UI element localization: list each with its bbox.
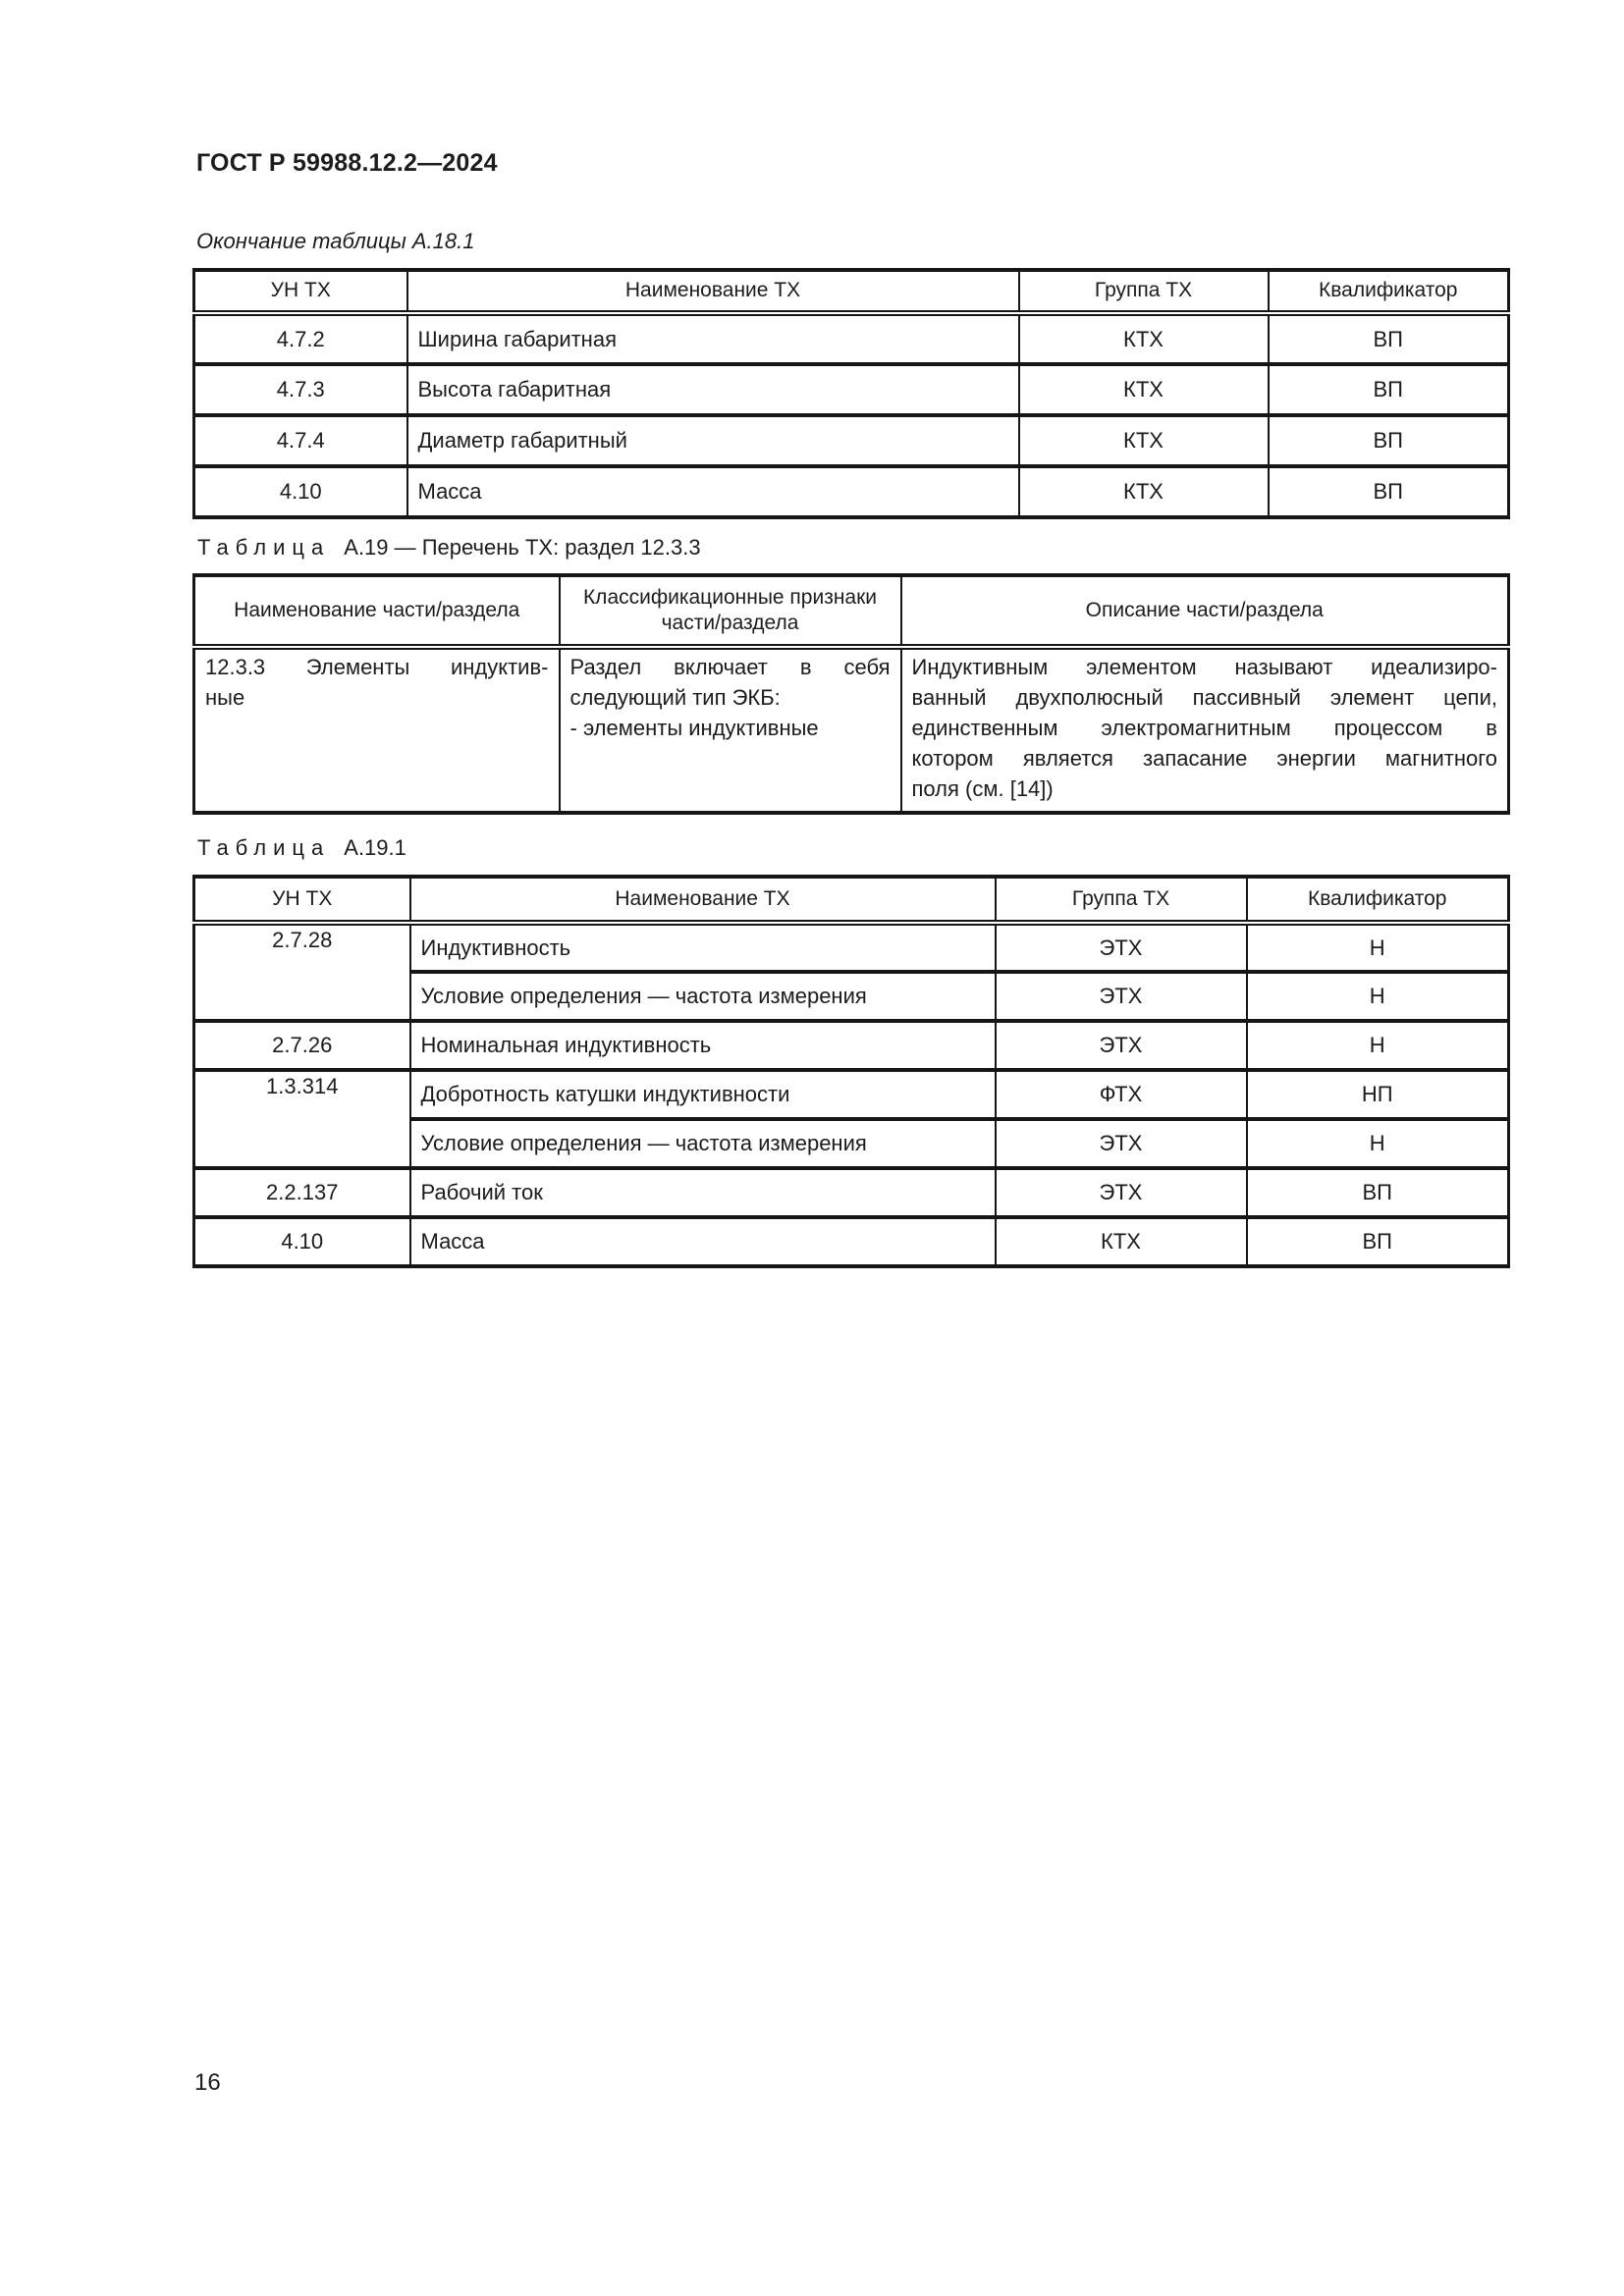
table-a19-caption	[197, 535, 701, 561]
table-row	[194, 1070, 1509, 1119]
cell-un-tx: 4.7.3	[194, 364, 407, 415]
description-line: котором является запасание энергии магнитного	[911, 746, 1497, 771]
cell-qualifier: ВП	[1269, 415, 1509, 466]
classification-line: Раздел включает в себя	[569, 655, 891, 679]
table-row	[194, 923, 1509, 972]
cell-qualifier: ВП	[1269, 466, 1509, 517]
description-line: ванный двухполюсный пассивный элемент цепи,	[911, 685, 1497, 710]
page-number: 16	[194, 2069, 221, 2096]
column-header-classification: Классификационные признаки части/раздела	[560, 575, 901, 647]
cell-name: Масса	[407, 466, 1019, 517]
cell-qualifier: ВП	[1247, 1217, 1509, 1266]
table-header-row	[194, 575, 1509, 647]
cell-qualifier: Н	[1247, 923, 1509, 972]
cell-un-tx: 2.7.26	[194, 1021, 410, 1070]
description-line: поля (см. [14])	[911, 776, 1054, 801]
cell-name: Масса	[410, 1217, 996, 1266]
cell-group: КТХ	[1019, 415, 1269, 466]
cell-qualifier: Н	[1247, 1021, 1509, 1070]
cell-name: Ширина габаритная	[407, 313, 1019, 364]
column-header-group: Группа ТХ	[996, 877, 1247, 923]
table-header-row	[194, 270, 1509, 313]
cell-un-tx: 1.3.314	[194, 1070, 410, 1168]
cell-name: Условие определения — частота измерения	[410, 1119, 996, 1168]
cell-part-name	[194, 647, 560, 813]
cell-group: КТХ	[1019, 364, 1269, 415]
cell-classification	[560, 647, 901, 813]
table-a19	[192, 573, 1510, 815]
cell-qualifier: Н	[1247, 972, 1509, 1021]
table-a19-1	[192, 875, 1510, 1268]
cell-qualifier: ВП	[1269, 313, 1509, 364]
cell-part-description	[901, 647, 1509, 813]
classification-line: следующий тип ЭКБ:	[569, 685, 781, 710]
table-row	[194, 466, 1509, 517]
cell-un-tx: 4.7.4	[194, 415, 407, 466]
cell-group: ФТХ	[996, 1070, 1247, 1119]
cell-group: ЭТХ	[996, 1021, 1247, 1070]
table-row	[194, 364, 1509, 415]
cell-group: КТХ	[1019, 313, 1269, 364]
column-header-name: Наименование ТХ	[410, 877, 996, 923]
part-name-line: 12.3.3 Элементы индуктив-	[205, 655, 549, 679]
cell-name: Высота габаритная	[407, 364, 1019, 415]
table-row	[194, 415, 1509, 466]
classification-line: - элементы индуктивные	[569, 716, 819, 740]
cell-group: КТХ	[996, 1217, 1247, 1266]
column-header-name: Наименование ТХ	[407, 270, 1019, 313]
table-row	[194, 647, 1509, 813]
column-header-part-name: Наименование части/раздела	[194, 575, 560, 647]
cell-qualifier: ВП	[1247, 1168, 1509, 1217]
table-continuation-caption: Окончание таблицы А.18.1	[196, 229, 475, 253]
cell-name: Индуктивность	[410, 923, 996, 972]
column-header-qualifier: Квалификатор	[1247, 877, 1509, 923]
table-row	[194, 1168, 1509, 1217]
cell-name: Условие определения — частота измерения	[410, 972, 996, 1021]
cell-name: Номинальная индуктивность	[410, 1021, 996, 1070]
cell-group: ЭТХ	[996, 1168, 1247, 1217]
cell-name: Добротность катушки индуктивности	[410, 1070, 996, 1119]
cell-qualifier: Н	[1247, 1119, 1509, 1168]
cell-un-tx: 4.10	[194, 466, 407, 517]
cell-group: ЭТХ	[996, 923, 1247, 972]
cell-un-tx: 4.10	[194, 1217, 410, 1266]
column-header-part-description: Описание части/раздела	[901, 575, 1509, 647]
column-header-un-tx: УН ТХ	[194, 270, 407, 313]
cell-qualifier: НП	[1247, 1070, 1509, 1119]
cell-un-tx: 2.2.137	[194, 1168, 410, 1217]
table-a18-1	[192, 268, 1510, 519]
table-header-row	[194, 877, 1509, 923]
caption-text: А.19.1	[344, 835, 406, 860]
cell-un-tx: 4.7.2	[194, 313, 407, 364]
table-row	[194, 313, 1509, 364]
table-row	[194, 1021, 1509, 1070]
caption-word: Таблица	[197, 835, 331, 860]
table-a19-1-caption	[197, 835, 406, 861]
table-row	[194, 1217, 1509, 1266]
document-title: ГОСТ Р 59988.12.2—2024	[196, 149, 498, 177]
part-name-line: ные	[205, 685, 245, 710]
column-header-un-tx: УН ТХ	[194, 877, 410, 923]
caption-word: Таблица	[197, 535, 331, 560]
cell-group: ЭТХ	[996, 1119, 1247, 1168]
cell-name: Рабочий ток	[410, 1168, 996, 1217]
cell-qualifier: ВП	[1269, 364, 1509, 415]
cell-name: Диаметр габаритный	[407, 415, 1019, 466]
description-line: Индуктивным элементом называют идеализиро-	[911, 655, 1497, 679]
cell-group: КТХ	[1019, 466, 1269, 517]
caption-text: А.19 — Перечень ТХ: раздел 12.3.3	[344, 535, 701, 560]
cell-un-tx: 2.7.28	[194, 923, 410, 1021]
cell-group: ЭТХ	[996, 972, 1247, 1021]
description-line: единственным электромагнитным процессом в	[911, 716, 1497, 740]
column-header-qualifier: Квалификатор	[1269, 270, 1509, 313]
column-header-group: Группа ТХ	[1019, 270, 1269, 313]
